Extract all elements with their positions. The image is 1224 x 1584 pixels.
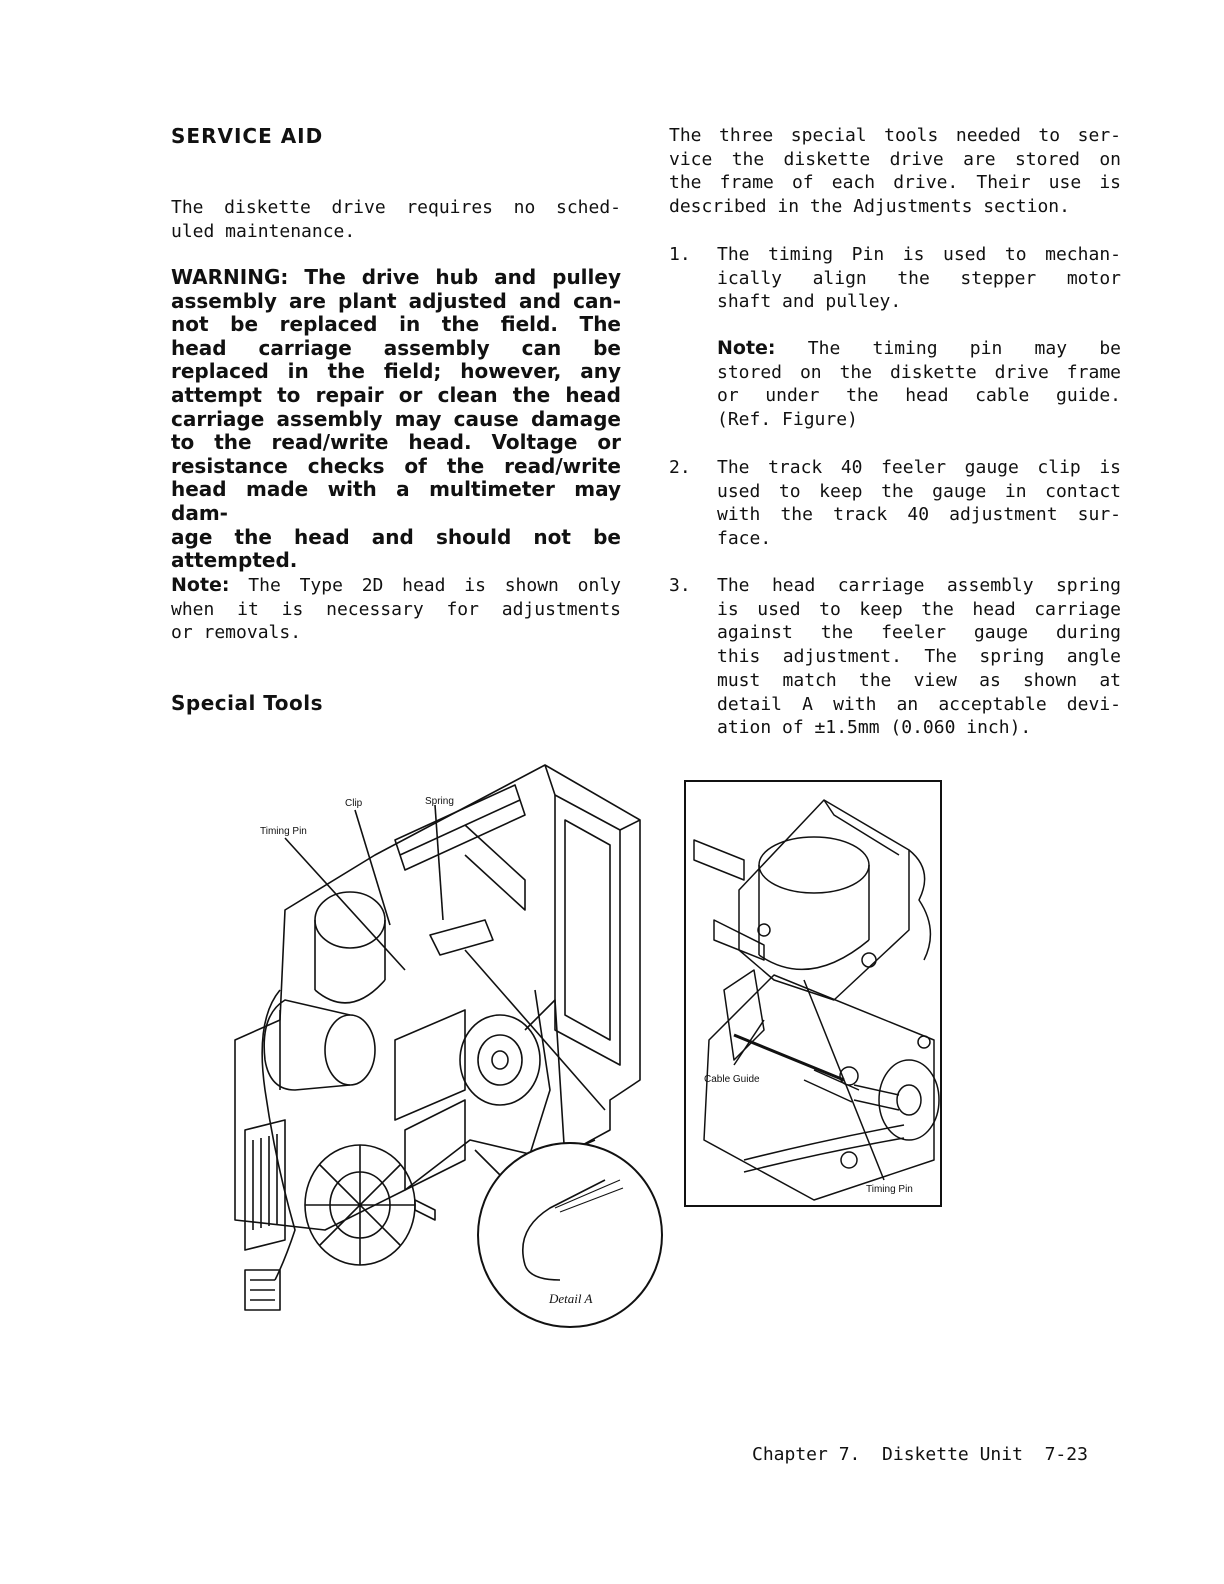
diskette-drive-illustration bbox=[225, 760, 670, 1340]
item-line: face. bbox=[717, 528, 772, 550]
warning-line: resistance checks of the read/write bbox=[171, 453, 621, 478]
note-paragraph bbox=[171, 574, 621, 645]
detail-a-label: Detail A bbox=[549, 1291, 593, 1306]
item-line: The head carriage assembly spring bbox=[717, 575, 1121, 596]
intro-line: The diskette drive requires no sched- bbox=[171, 197, 621, 218]
section-title: SERVICE AID bbox=[171, 124, 324, 148]
item-number: 2. bbox=[669, 457, 691, 478]
item-line: The track 40 feeler gauge clip is bbox=[717, 457, 1121, 478]
warning-line: attempted. bbox=[171, 548, 298, 573]
note-line: when it is necessary for adjustments bbox=[171, 598, 621, 620]
tools-intro-line: described in the Adjustments section. bbox=[669, 196, 1070, 218]
item-1-text bbox=[717, 243, 1121, 314]
intro-line: uled maintenance. bbox=[171, 220, 356, 242]
item-line: against the feeler gauge during bbox=[717, 622, 1121, 644]
item-line: this adjustment. The spring angle bbox=[717, 646, 1121, 668]
cable-guide-label: Cable Guide bbox=[704, 1074, 760, 1085]
warning-line: assembly are plant adjusted and can- bbox=[171, 288, 621, 313]
clip-label: Clip bbox=[345, 798, 363, 809]
item-line: ation of ±1.5mm (0.060 inch). bbox=[717, 717, 1032, 739]
note-line: The Type 2D head is shown only bbox=[229, 575, 621, 596]
item-number: 1. bbox=[669, 244, 691, 265]
warning-line: age the head and should not be bbox=[171, 524, 621, 549]
note-label: Note: bbox=[717, 337, 776, 359]
warning-line: head made with a multimeter may dam- bbox=[171, 477, 621, 525]
tools-intro-line: The three special tools needed to ser- bbox=[669, 125, 1121, 146]
tools-intro-line: the frame of each drive. Their use is bbox=[669, 172, 1121, 194]
timing-pin-detail-illustration bbox=[684, 780, 942, 1208]
item-line: detail A with an acceptable devi- bbox=[717, 693, 1121, 715]
note-line: (Ref. Figure) bbox=[717, 409, 858, 431]
tools-intro-line: vice the diskette drive are stored on bbox=[669, 148, 1121, 170]
note-line: or removals. bbox=[171, 622, 302, 644]
spring-label: Spring bbox=[425, 796, 454, 807]
special-tools-heading: Special Tools bbox=[171, 691, 324, 715]
item-line: shaft and pulley. bbox=[717, 291, 902, 313]
timing-pin-label: Timing Pin bbox=[260, 826, 307, 837]
warning-line: to the read/write head. Voltage or bbox=[171, 430, 621, 455]
warning-line: head carriage assembly can be bbox=[171, 335, 621, 360]
warning-line: carriage assembly may cause damage bbox=[171, 406, 621, 431]
item-line: must match the view as shown at bbox=[717, 669, 1121, 691]
item-line: with the track 40 adjustment sur- bbox=[717, 504, 1121, 526]
item-line: is used to keep the head carriage bbox=[717, 598, 1121, 620]
tools-note bbox=[717, 337, 1121, 432]
item-line: The timing Pin is used to mechan- bbox=[717, 244, 1121, 265]
tools-intro bbox=[669, 124, 1121, 219]
item-3-text bbox=[717, 574, 1121, 740]
warning-line: not be replaced in the field. The bbox=[171, 312, 621, 337]
warning-line: WARNING: The drive hub and pulley bbox=[171, 265, 621, 289]
warning-line: replaced in the field; however, any bbox=[171, 359, 621, 384]
warning-line: attempt to repair or clean the head bbox=[171, 382, 621, 407]
item-line: used to keep the gauge in contact bbox=[717, 480, 1121, 502]
note-line: The timing pin may be bbox=[775, 338, 1121, 359]
item-2-text bbox=[717, 456, 1121, 551]
note-line: or under the head cable guide. bbox=[717, 385, 1121, 407]
timing-pin-label: Timing Pin bbox=[866, 1184, 913, 1195]
note-line: stored on the diskette drive frame bbox=[717, 361, 1121, 383]
intro-paragraph bbox=[171, 196, 621, 243]
warning-paragraph bbox=[171, 266, 621, 573]
note-label: Note: bbox=[171, 574, 230, 596]
item-number: 3. bbox=[669, 575, 691, 596]
item-line: ically align the stepper motor bbox=[717, 267, 1121, 289]
page-footer: Chapter 7. Diskette Unit 7-23 bbox=[752, 1444, 1088, 1465]
